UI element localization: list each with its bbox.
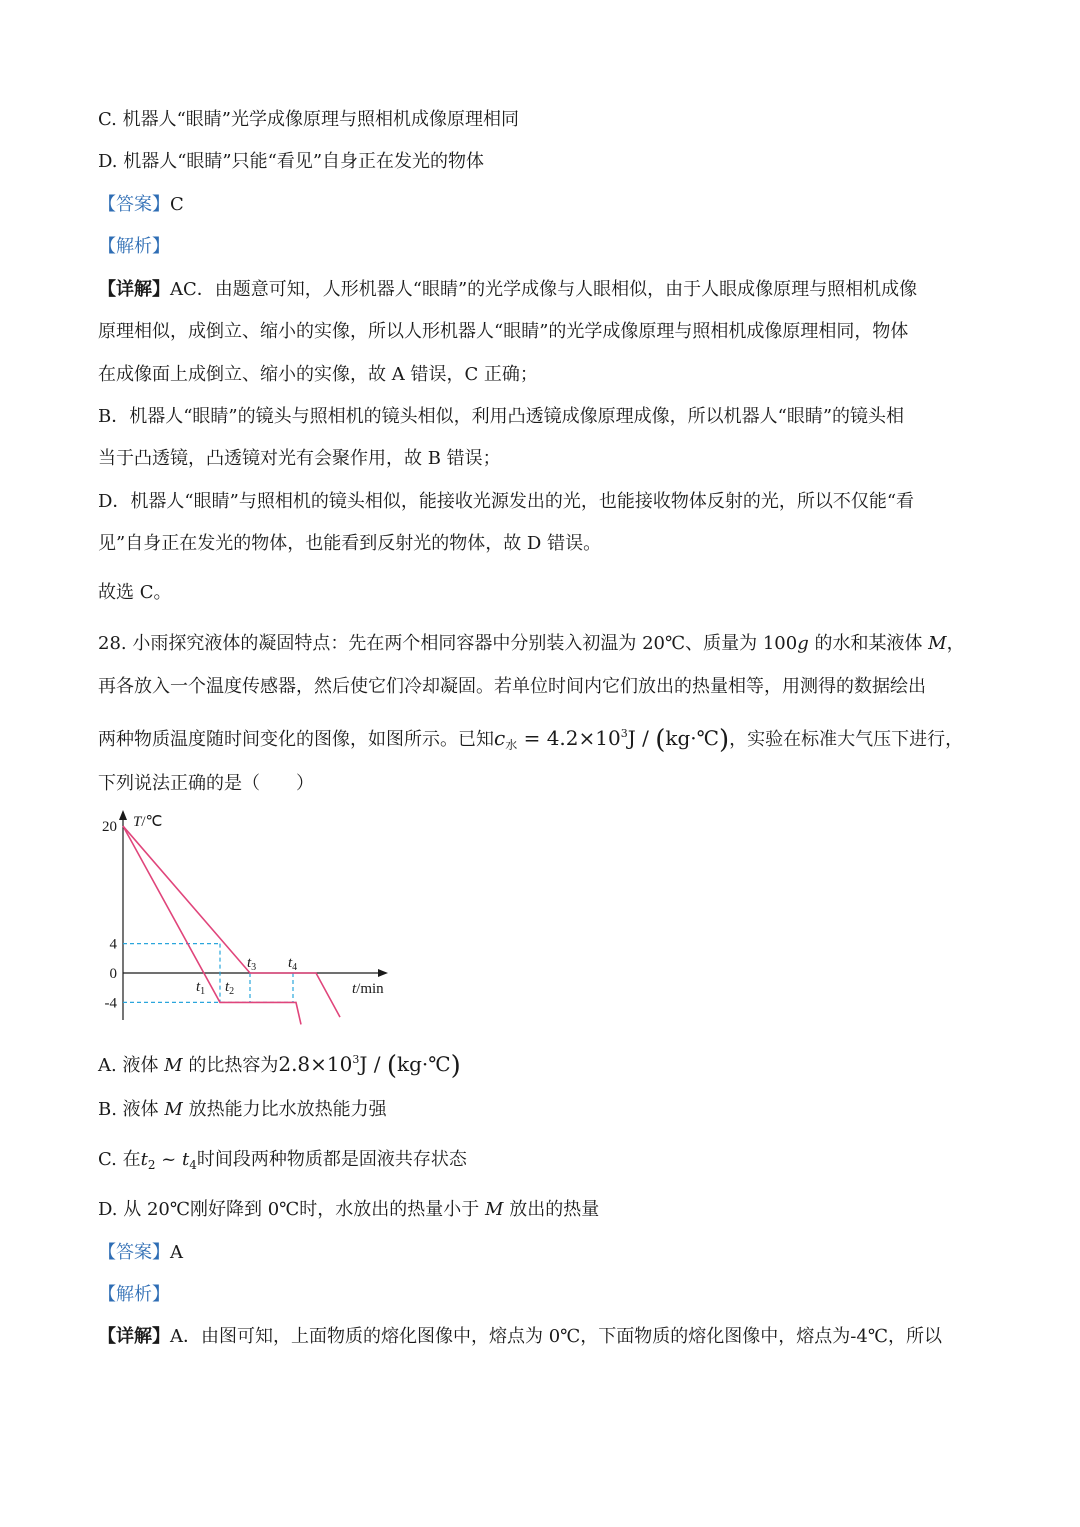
- option-b: [98, 1098, 387, 1122]
- option-a-prefix: A. 液体: [98, 1055, 165, 1076]
- prev-detail-line-1: [98, 278, 917, 302]
- q28-text: ，: [946, 633, 965, 654]
- water-specific-heat: $c_水 = 4.2\times 10^3J$ / (kg·℃): [494, 725, 730, 755]
- unit: J /: [627, 726, 656, 750]
- option-a: [98, 1048, 461, 1081]
- symbol-m: M: [485, 1199, 504, 1220]
- prev-detail-line-2: 原理相似，成倒立、缩小的实像，所以人形机器人“眼睛”的光学成像原理与照相机成像原理相同，物体: [98, 321, 909, 342]
- x-tick-label: $t_1$: [196, 979, 206, 997]
- exponent: 3: [620, 727, 628, 740]
- symbol-t: t: [140, 1149, 148, 1170]
- q28-text: 28. 小雨探究液体的凝固特点：先在两个相同容器中分别装入初温为 20℃、质量为 100: [98, 633, 798, 654]
- prev-option-d: D. 机器人“眼睛”只能“看见”自身正在发光的物体: [98, 151, 485, 172]
- prev-detail-line-7: 见”自身正在发光的物体，也能看到反射光的物体，故 D 错误。: [98, 533, 602, 554]
- symbol-c: c: [494, 726, 506, 750]
- tilde: ~: [155, 1149, 182, 1170]
- q28-unit-g: g: [797, 633, 809, 654]
- y-axis-arrow: [119, 810, 127, 820]
- subscript: 4: [189, 1158, 197, 1172]
- symbol-m: M: [164, 1099, 183, 1120]
- detail-label: 【详解】: [98, 1326, 170, 1347]
- y-tick-label: 20: [102, 819, 117, 835]
- x-tick-label: $t_4$: [288, 955, 298, 973]
- q28-text: 两种物质温度随时间变化的图像，如图所示。已知: [98, 729, 494, 750]
- y-tick-label: 0: [109, 966, 117, 982]
- temperature-time-graph: [90, 808, 400, 1033]
- graph-labels: [102, 814, 384, 1011]
- option-d-text: 放出的热量: [503, 1199, 600, 1220]
- x-tick-label: $t_3$: [247, 955, 257, 973]
- symbol-t: t: [181, 1149, 190, 1170]
- prev-detail-line-5: 当于凸透镜，凸透镜对光有会聚作用，故 B 错误；: [98, 448, 501, 469]
- detail-text: AC．由题意可知，人形机器人“眼睛”的光学成像与人眼相似，由于人眼成像原理与照相机成像: [170, 279, 918, 300]
- option-a-text: 的比热容为: [182, 1055, 279, 1076]
- option-c-prefix: C. 在: [98, 1149, 141, 1170]
- option-d: [98, 1198, 599, 1222]
- option-b-prefix: B. 液体: [98, 1099, 165, 1120]
- y-tick-label: -4: [104, 995, 117, 1012]
- q28-line-4: 下列说法正确的是（ ）: [98, 773, 314, 794]
- answer-label: 【答案】: [98, 1242, 170, 1263]
- prev-option-c: C. 机器人“眼睛”光学成像原理与照相机成像原理相同: [98, 109, 519, 130]
- option-c-text: 时间段两种物质都是固液共存状态: [196, 1149, 467, 1170]
- unit: J /: [359, 1052, 387, 1076]
- y-tick-label: 4: [109, 936, 117, 953]
- q28-analysis-label: 【解析】: [98, 1284, 170, 1305]
- symbol-m: M: [164, 1055, 183, 1076]
- q28-detail-line-1: [98, 1325, 942, 1349]
- value: = 4.2×10: [517, 726, 621, 750]
- q28-answer: [98, 1241, 183, 1265]
- answer-value: C: [170, 194, 184, 215]
- answer-label: 【答案】: [98, 194, 170, 215]
- prev-conclusion: 故选 C。: [98, 582, 172, 603]
- x-tick-label: $t_2$: [225, 979, 235, 997]
- prev-detail-line-6: D．机器人“眼睛”与照相机的镜头相似，能接收光源发出的光，也能接收物体反射的光，所以不仅能“看: [98, 491, 915, 512]
- prev-detail-line-3: 在成像面上成倒立、缩小的实像，故 A 错误，C 正确；: [98, 364, 538, 385]
- q28-symbol-m: M: [928, 633, 947, 654]
- q28-line-3: [98, 722, 963, 757]
- detail-text: A．由图可知，上面物质的熔化图像中，熔点为 0℃，下面物质的熔化图像中，熔点为-4℃，所以: [170, 1326, 942, 1347]
- q28-line-2: 再各放入一个温度传感器，然后使它们冷却凝固。若单位时间内它们放出的热量相等，用测得的数据绘出: [98, 676, 926, 697]
- unit-inner: kg·℃: [665, 726, 720, 750]
- prev-analysis-label: 【解析】: [98, 236, 170, 257]
- subscript: 2: [147, 1158, 156, 1172]
- answer-value: A: [170, 1242, 183, 1263]
- option-a-value: $2.8\times 10^3J$ / (kg·℃): [278, 1051, 461, 1081]
- prev-answer: [98, 193, 184, 217]
- q28-text: ，实验在标准大气压下进行，: [729, 729, 964, 750]
- prev-detail-line-4: B．机器人“眼睛”的镜头与照相机的镜头相似，利用凸透镜成像原理成像，所以机器人“眼睛”的镜头相: [98, 406, 905, 427]
- detail-label: 【详解】: [98, 279, 170, 300]
- x-axis-label: t/min: [352, 981, 384, 997]
- y-axis-label: T/℃: [133, 814, 163, 830]
- option-c: [98, 1148, 467, 1177]
- option-b-text: 放热能力比水放热能力强: [182, 1099, 387, 1120]
- q28-line-1: [98, 632, 965, 656]
- graph-axes: [119, 810, 388, 1020]
- x-axis-arrow: [378, 969, 388, 977]
- option-d-prefix: D. 从 20℃刚好降到 0℃时，水放出的热量小于: [98, 1199, 486, 1220]
- q28-text: 的水和某液体: [808, 633, 929, 654]
- unit-inner: kg·℃: [397, 1052, 451, 1076]
- exponent: 3: [352, 1053, 360, 1066]
- value: 2.8×10: [278, 1052, 353, 1076]
- subscript-water: 水: [505, 738, 518, 752]
